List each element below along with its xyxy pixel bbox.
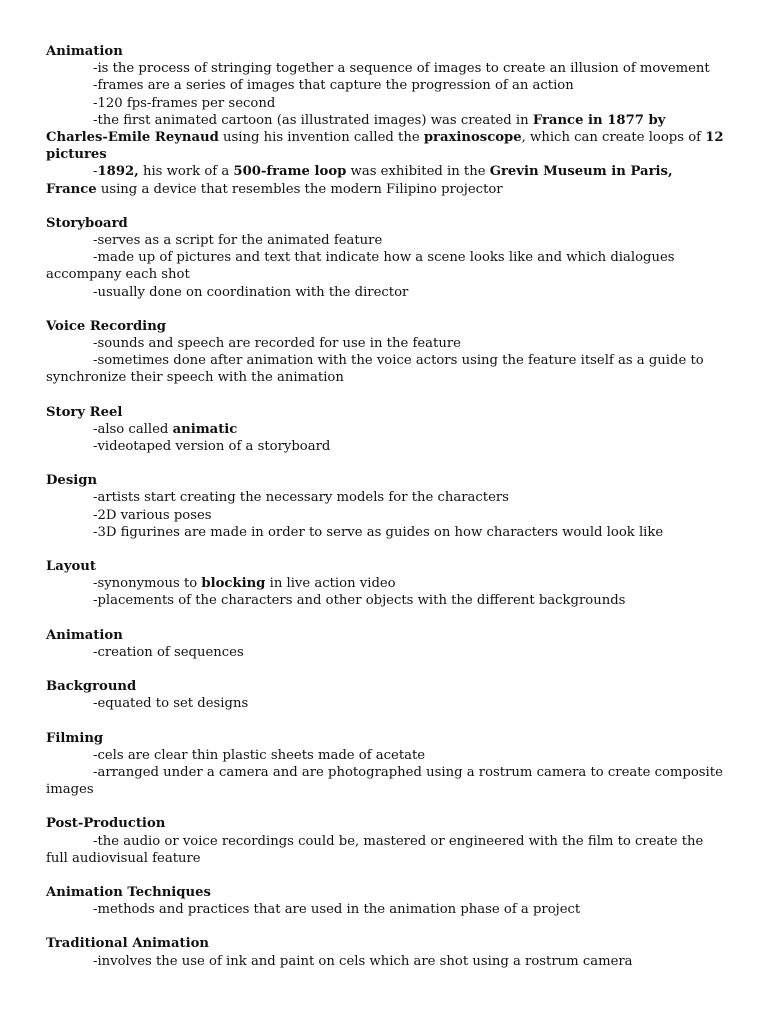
section-filming (46, 730, 726, 799)
bullet-line: -sometimes done after animation with the voice actors using the feature itself as a guide to synchronize their speech with the animation (46, 353, 704, 386)
bullet-line-1892 (46, 163, 726, 197)
bullet-line: -creation of sequences (93, 644, 244, 660)
section-storyboard (46, 215, 726, 301)
bullet-line: -methods and practices that are used in the animation phase of a project (93, 902, 581, 918)
section-post-production (46, 815, 726, 867)
section-story-reel (46, 404, 726, 456)
section-background (46, 678, 726, 712)
text-span: in live action video (265, 576, 396, 592)
bullet-line: -serves as a script for the animated feature (93, 233, 383, 249)
section-animation-2 (46, 627, 726, 661)
text-span: his work of a (138, 164, 234, 180)
bullet-line: -usually done on coordination with the director (93, 284, 409, 300)
bullet-line: -3D figurines are made in order to serve as guides on how characters would look like (93, 524, 664, 540)
bullet-line: -frames are a series of images that capture the progression of an action (93, 78, 574, 94)
bullet-line: -placements of the characters and other objects with the different backgrounds (93, 593, 626, 609)
bullet-line: -arranged under a camera and are photographed using a rostrum camera to create composite images (46, 764, 723, 798)
section-heading: Storyboard (46, 215, 128, 231)
bullet-line: -equated to set designs (93, 696, 249, 712)
bullet-line: -2D various poses (93, 507, 212, 523)
bullet-line: -sounds and speech are recorded for use in the feature (93, 336, 461, 352)
section-heading: Voice Recording (46, 318, 166, 334)
section-animation (46, 43, 726, 198)
bold-span: praxinoscope (423, 130, 522, 146)
text-span: - (93, 164, 98, 180)
section-heading: Traditional Animation (46, 936, 210, 952)
text-span: -the first animated cartoon (as illustrated images) was created in (93, 112, 533, 128)
text-span: was exhibited in the (346, 164, 490, 180)
section-heading: Animation Techniques (46, 884, 211, 900)
section-layout (46, 558, 726, 610)
section-heading: Animation (46, 44, 123, 59)
section-heading: Story Reel (46, 404, 123, 420)
text-span: using his invention called the (218, 130, 424, 146)
section-heading: Background (46, 679, 137, 695)
section-voice-recording (46, 318, 726, 387)
bullet-line: -is the process of stringing together a sequence of images to create an illusion of movement (93, 61, 710, 77)
text-span: -also called (93, 421, 173, 437)
bold-span: 12 pictures (46, 130, 724, 163)
bullet-line (46, 421, 726, 438)
section-traditional-animation (46, 935, 726, 969)
bold-span: 500-frame loop (233, 164, 347, 180)
bullet-line: -involves the use of ink and paint on cels which are shot using a rostrum camera (93, 953, 633, 969)
bullet-line: -the audio or voice recordings could be, mastered or engineered with the film to create the full audiovisual feature (46, 833, 704, 866)
bold-span: 1892, (97, 164, 139, 180)
bold-span: Grevin Museum in Paris, France (46, 164, 673, 197)
bold-span: animatic (172, 421, 238, 437)
bullet-line (46, 575, 726, 592)
bold-span: blocking (201, 576, 266, 592)
text-span: , which can create loops of (521, 130, 706, 146)
bullet-line: -made up of pictures and text that indicate how a scene looks like and which dialogues accompany each shot (46, 250, 675, 283)
section-design (46, 472, 726, 541)
section-animation-techniques (46, 884, 726, 918)
bullet-line: -120 fps-frames per second (93, 95, 276, 111)
document-body (46, 43, 726, 970)
text-span: -synonymous to (93, 576, 202, 592)
bullet-line: -cels are clear thin plastic sheets made of acetate (93, 747, 426, 763)
section-heading: Design (46, 473, 98, 489)
bold-span: France in 1877 by Charles-Emile Reynaud (46, 112, 666, 146)
bullet-line-first-cartoon (46, 112, 726, 164)
section-heading: Animation (46, 627, 123, 643)
bullet-line: -artists start creating the necessary models for the characters (93, 490, 509, 506)
section-heading: Layout (46, 559, 96, 575)
section-heading: Post-Production (46, 816, 166, 832)
bullet-line: -videotaped version of a storyboard (93, 439, 331, 455)
section-heading: Filming (46, 730, 104, 746)
text-span: using a device that resembles the modern Filipino projector (96, 181, 503, 197)
